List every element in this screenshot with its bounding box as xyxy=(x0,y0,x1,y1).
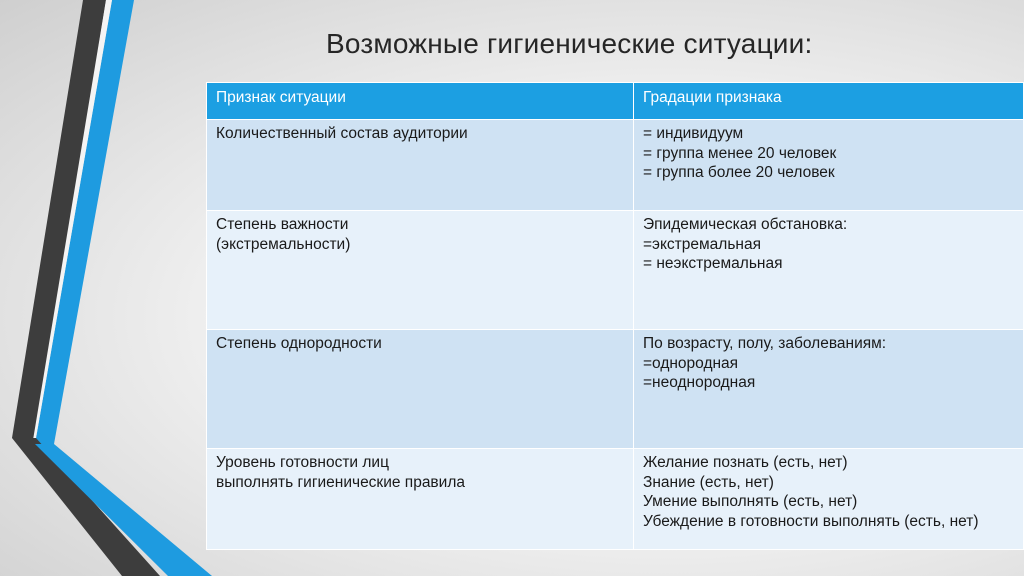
slide-title: Возможные гигиенические ситуации: xyxy=(326,28,813,59)
gradations-cell xyxy=(634,449,1024,550)
table-row xyxy=(207,120,1024,211)
dark-stripe-diagonal xyxy=(12,438,160,576)
feature-cell xyxy=(207,330,634,449)
feature-text: Уровень готовности лиц xyxy=(216,454,389,471)
gradation-text: Желание познать (есть, нет) xyxy=(643,454,848,471)
feature-text: Количественный состав аудитории xyxy=(216,125,468,142)
gradation-text: Эпидемическая обстановка: xyxy=(643,216,848,233)
feature-cell xyxy=(207,211,634,330)
feature-text: выполнять гигиенические правила xyxy=(216,473,465,491)
feature-text: Степень однородности xyxy=(216,335,382,352)
gradation-text: По возрасту, полу, заболеваниям: xyxy=(643,335,887,352)
gradation-text: = индивидуум xyxy=(643,125,744,142)
gradations-cell xyxy=(634,330,1024,449)
hygiene-situations-table xyxy=(206,82,1024,550)
table-row xyxy=(207,330,1024,449)
gradation-text: =экстремальная xyxy=(643,235,761,253)
gradation-text: = группа менее 20 человек xyxy=(643,144,837,162)
table-row xyxy=(207,211,1024,330)
feature-cell xyxy=(207,449,634,550)
gradation-text: = группа более 20 человек xyxy=(643,164,835,181)
gradation-text: Убеждение в готовности выполнять (есть, нет) xyxy=(643,512,979,530)
gradations-cell xyxy=(634,120,1024,211)
feature-text: (экстремальности) xyxy=(216,235,351,253)
header-feature: Признак ситуации xyxy=(207,83,634,120)
feature-text: Степень важности xyxy=(216,216,349,233)
gradation-text: =неоднородная xyxy=(643,374,756,391)
table-header-row xyxy=(207,83,1024,120)
gradation-text: Умение выполнять (есть, нет) xyxy=(643,493,858,510)
gradations-cell xyxy=(634,211,1024,330)
table-row xyxy=(207,449,1024,550)
gradation-text: Знание (есть, нет) xyxy=(643,473,774,491)
gradation-text: =однородная xyxy=(643,354,739,372)
feature-cell xyxy=(207,120,634,211)
gradation-text: = неэкстремальная xyxy=(643,255,783,272)
header-gradations: Градации признака xyxy=(634,83,1024,120)
